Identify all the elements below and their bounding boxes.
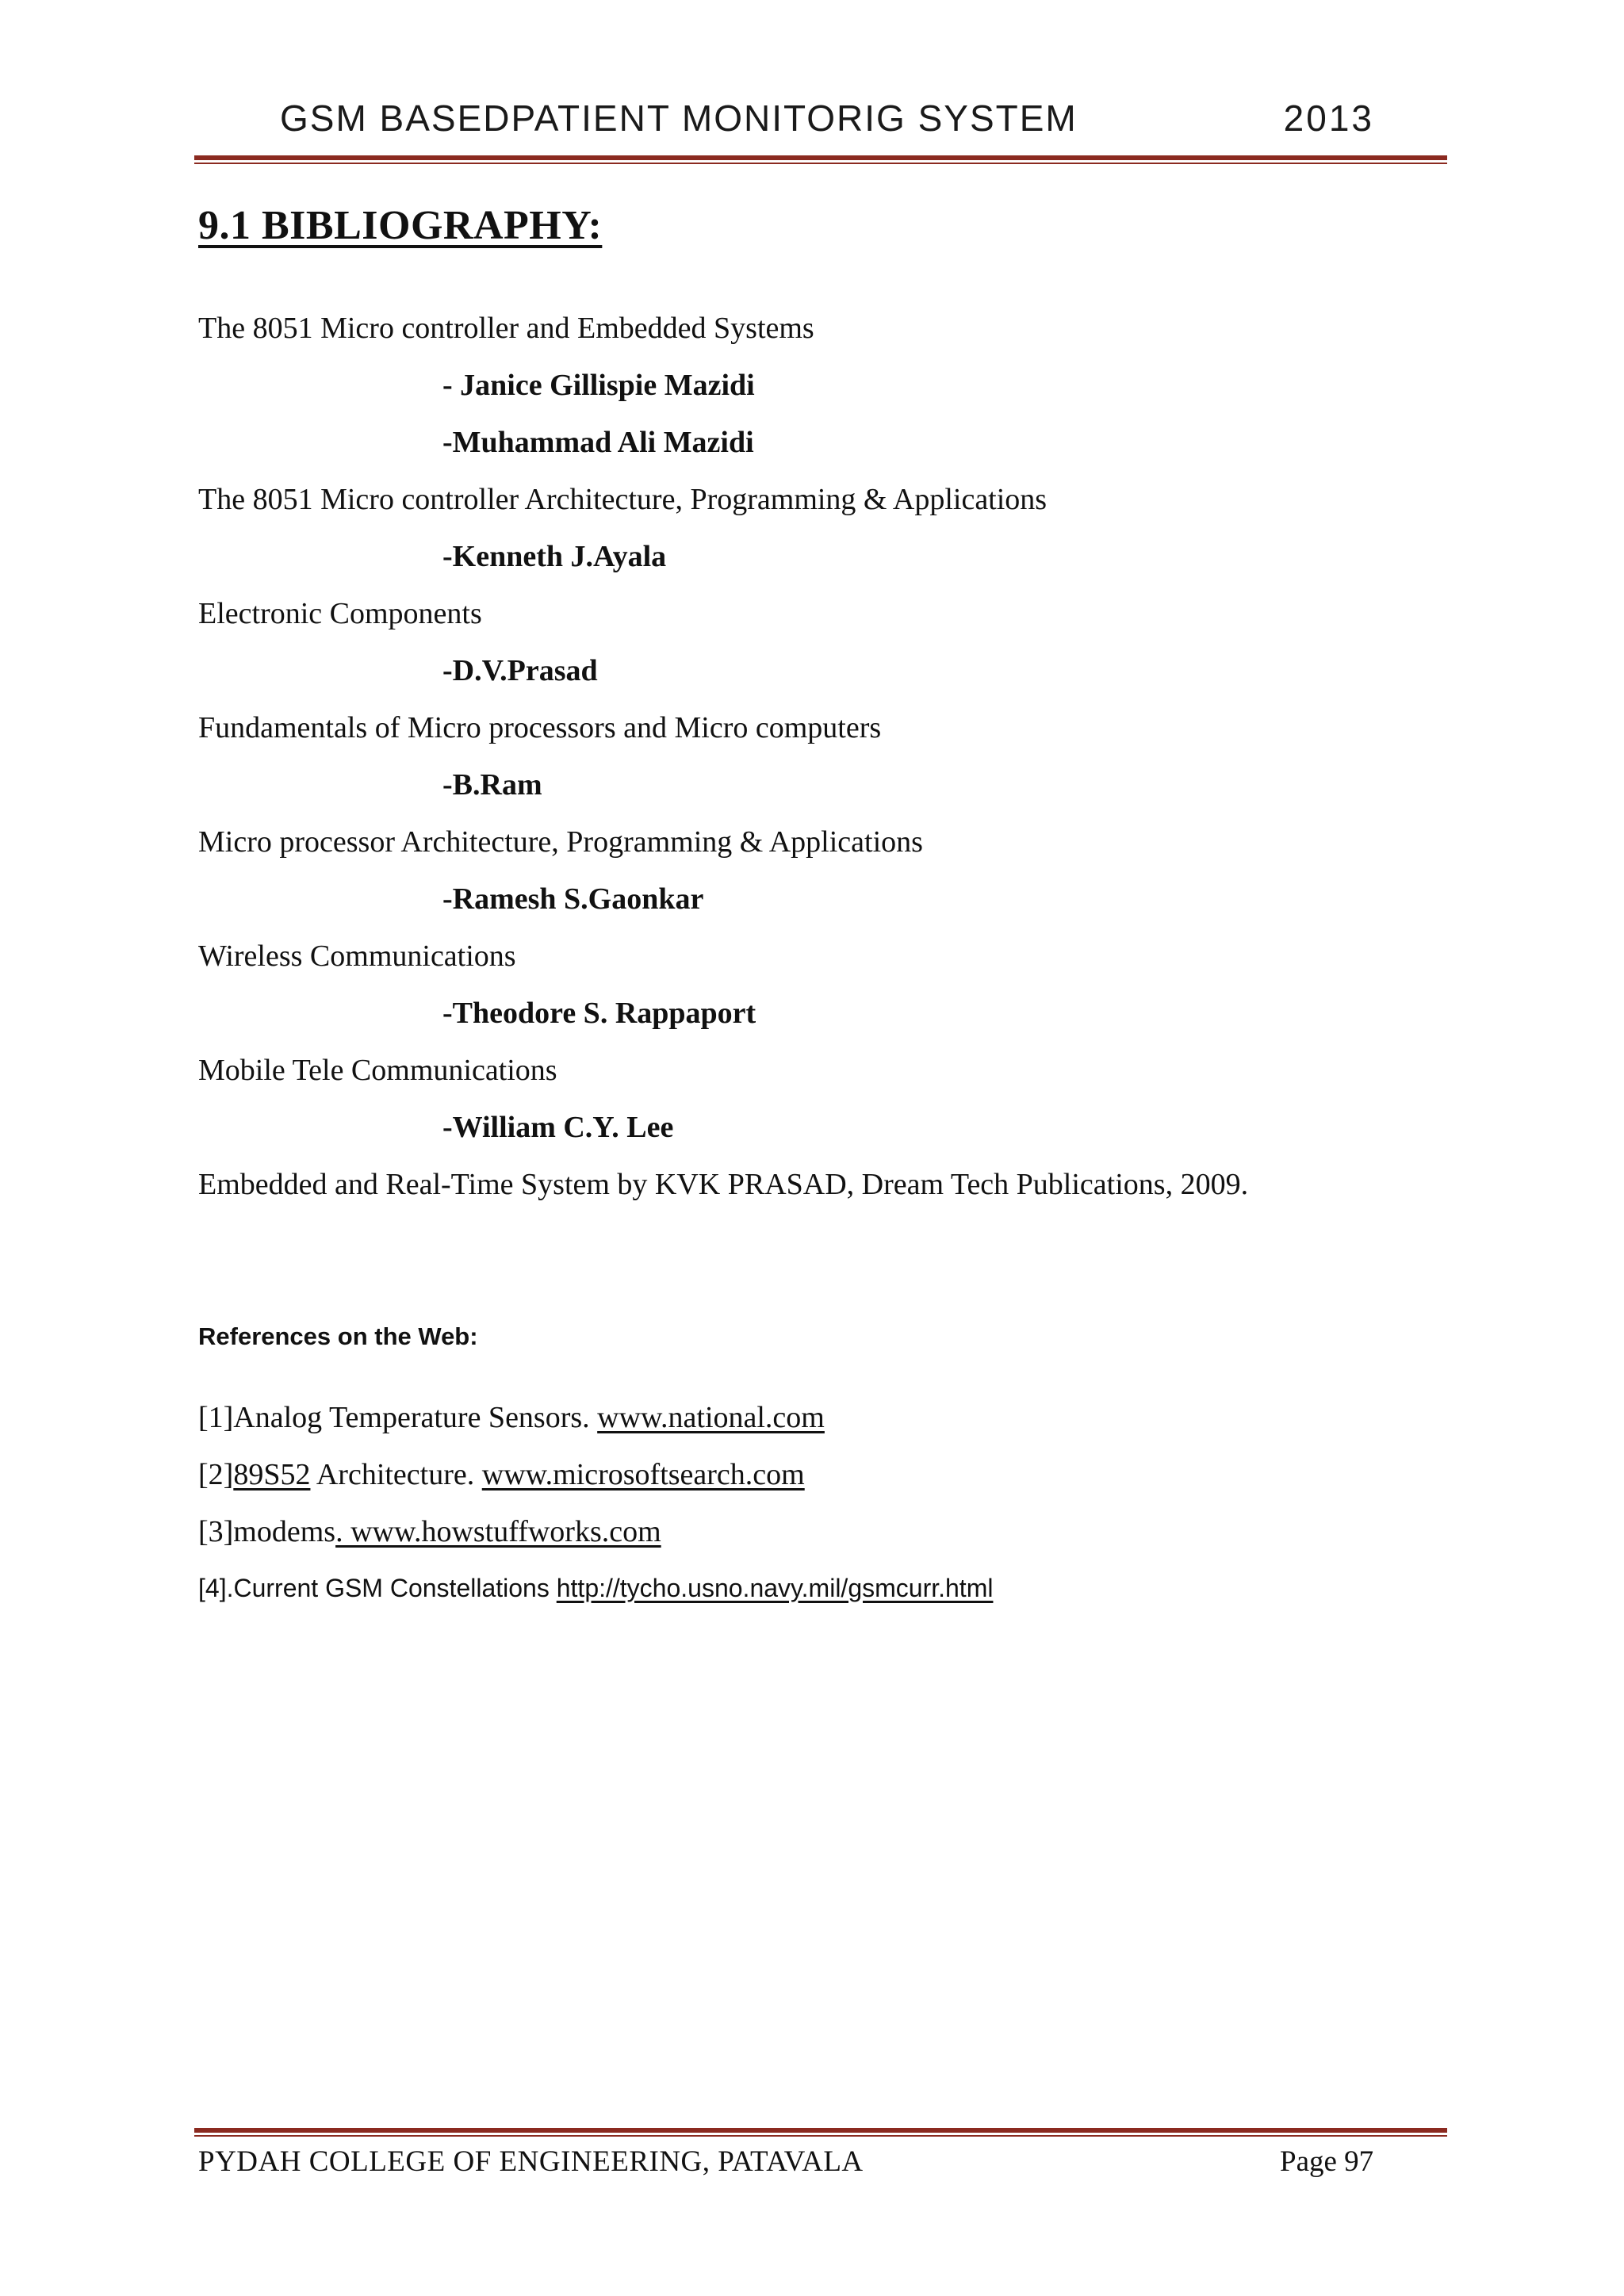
bib-title: Micro processor Architecture, Programming & Applications (198, 825, 923, 859)
bib-title: The 8051 Micro controller Architecture, Programming & Applications (198, 483, 1048, 516)
bib-author: -D.V.Prasad (442, 654, 598, 687)
footer-rule-thin (194, 2135, 1447, 2137)
bib-author: -Ramesh S.Gaonkar (442, 882, 704, 916)
reference-link[interactable]: www.microsoftsearch.com (481, 1458, 805, 1491)
bib-title: Electronic Components (198, 597, 482, 630)
bib-title: Mobile Tele Communications (198, 1054, 557, 1087)
header-title: GSM BASEDPATIENT MONITORIG SYSTEM (280, 98, 1078, 139)
header-rule-thin (194, 163, 1447, 164)
bib-author: - Janice Gillispie Mazidi (442, 369, 755, 402)
bib-title: The 8051 Micro controller and Embedded Systems (198, 312, 814, 345)
footer-college: PYDAH COLLEGE OF ENGINEERING, PATAVALA (198, 2145, 864, 2178)
bib-title: Wireless Communications (198, 939, 516, 973)
bib-author: -Theodore S. Rappaport (442, 997, 756, 1030)
header-rule (194, 155, 1447, 160)
footer-rule (194, 2128, 1447, 2133)
reference-link[interactable]: http://tycho.usno.navy.mil/gsmcurr.html (556, 1574, 994, 1602)
web-reference (198, 1574, 993, 1603)
reference-text: [4].Current GSM Constellations (198, 1574, 557, 1602)
reference-link[interactable]: . www.howstuffworks.com (335, 1515, 661, 1548)
reference-text: [3]modems (198, 1515, 336, 1548)
bib-author: -William C.Y. Lee (442, 1111, 674, 1144)
bib-author: -Kenneth J.Ayala (442, 540, 667, 573)
page-header (194, 82, 1374, 146)
reference-link[interactable]: 89S52 (233, 1458, 311, 1491)
reference-text: [1]Analog Temperature Sensors. (198, 1401, 598, 1434)
reference-text: [2] (198, 1458, 234, 1491)
bib-author: -Muhammad Ali Mazidi (442, 426, 754, 459)
bib-author: -B.Ram (442, 768, 542, 802)
section-heading: 9.1 BIBLIOGRAPHY: (198, 203, 603, 248)
web-reference (198, 1514, 661, 1549)
header-year: 2013 (1283, 98, 1374, 139)
bib-title: Embedded and Real-Time System by KVK PRASAD, Dream Tech Publications, 2009. (198, 1168, 1249, 1201)
reference-text: Architecture. (310, 1458, 482, 1491)
bib-title: Fundamentals of Micro processors and Micro computers (198, 711, 882, 744)
web-reference (198, 1400, 825, 1435)
reference-link[interactable]: www.national.com (597, 1401, 825, 1434)
footer-page-number: Page 97 (1280, 2145, 1374, 2178)
web-references-heading: References on the Web: (198, 1322, 478, 1350)
web-reference (198, 1457, 805, 1492)
